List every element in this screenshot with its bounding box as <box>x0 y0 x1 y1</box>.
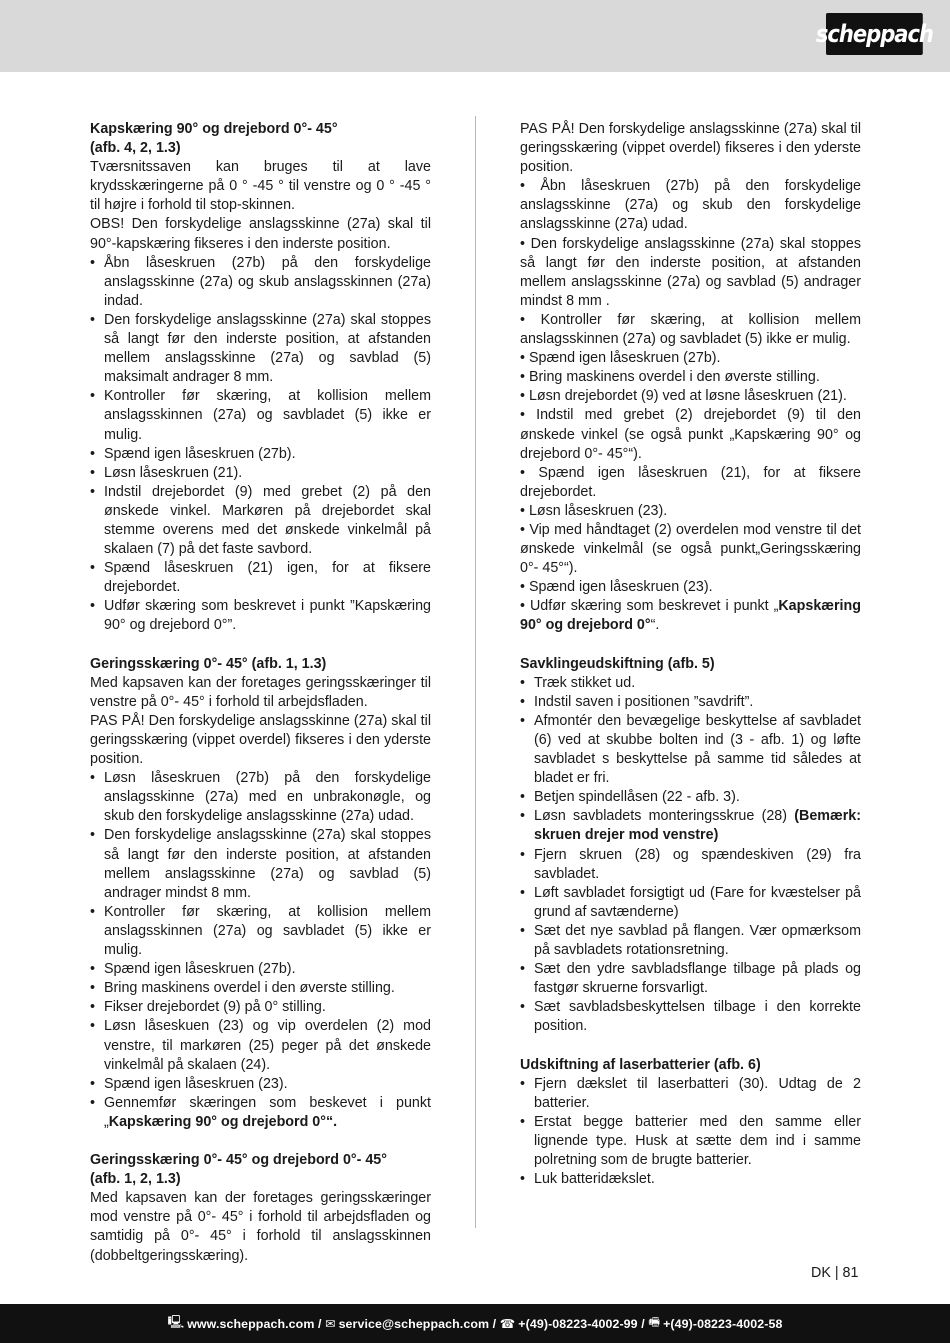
list-item: • Indstil saven i positionen ”savdrift”. <box>520 693 861 712</box>
right-column <box>520 120 861 1189</box>
fax-icon: 🖷 <box>648 1315 661 1329</box>
bullet-icon: • <box>520 884 526 901</box>
left-column <box>90 120 431 1266</box>
bullet-icon: • <box>90 961 96 978</box>
bullet-icon: • <box>90 999 96 1016</box>
list-item: • Løsn låseskuen (23) og vip overdelen (2) mod venstre, til markøren (25) peger på det ønskede vinkelmål på skalaen (24). <box>90 1018 431 1073</box>
list-item: • Fjern skruen (28) og spændeskiven (29) fra savbladet. <box>520 846 861 882</box>
list-item: • Spænd igen låseskruen (23). <box>90 1075 431 1094</box>
section-title: Geringsskæring 0°- 45° og drejebord 0°- 45° <box>90 1152 387 1169</box>
bullet-icon: • <box>90 598 96 615</box>
list-item: • Spænd igen låseskruen (27b). <box>90 445 431 464</box>
note-paragraph: OBS! Den forskydelige anslagsskinne (27a) skal til 90°-kapskæring fikseres i den inderste position. <box>90 216 431 252</box>
bullet-icon: • <box>90 980 96 997</box>
instruction-list <box>90 254 431 636</box>
list-item: • Spænd igen låseskruen (27b). <box>90 960 431 979</box>
list-item: • Betjen spindellåsen (22 - afb. 3). <box>520 788 861 807</box>
paragraph: Med kapsaven kan der foretages geringsskæringer til venstre på 0°- 45° i forhold til arbejdsfladen. <box>90 674 431 710</box>
bullet-icon: • <box>520 789 526 806</box>
list-item: • Løsn drejebordet (9) ved at løsne låseskruen (21). <box>520 388 847 405</box>
phone-number: +(49)-08223-4002-99 / <box>518 1316 645 1331</box>
instruction-list <box>520 674 861 1037</box>
bullet-icon: • <box>520 999 526 1016</box>
phone-icon: ☎ <box>499 1317 516 1331</box>
bullet-icon: • <box>90 903 96 920</box>
section-title: Kapskæring 90° og drejebord 0°- 45° <box>90 121 338 137</box>
list-item: • Den forskydelige anslagsskinne (27a) skal stoppes så langt før den inderste position, at afstanden mellem anslagsskinne (27a) og savblad (5) andrager mindst 8 mm. <box>90 827 431 901</box>
bullet-icon: • <box>520 808 526 825</box>
list-item: • Løft savbladet forsigtigt ud (Fare for kvæstelser på grund af savtænderne) <box>520 884 861 920</box>
list-item: • Løsn savbladets monteringsskrue (28) (Bemærk: skruen drejer mod venstre) <box>520 808 861 844</box>
list-item: • Bring maskinens overdel i den øverste stilling. <box>520 369 820 386</box>
bullet-icon: • <box>520 846 526 863</box>
list-item: • Indstil drejebordet (9) med grebet (2) på den ønskede vinkel. Markøren på drejebordet skal stemme overens med det ønskede vinkelmål på skalaen (7) på det faste savbord. <box>90 483 431 558</box>
bullet-icon: • <box>520 1075 526 1092</box>
bullet-icon: • <box>90 311 96 328</box>
bullet-icon: • <box>90 770 96 787</box>
list-item: • Åbn låseskruen (27b) på den forskydelige anslagsskinne (27a) og skub anslagsskinnen (27a) indad. <box>90 254 431 309</box>
bullet-icon: • <box>90 388 96 405</box>
bullet-icon: • <box>520 1113 526 1130</box>
bullet-icon: • <box>520 961 526 978</box>
footer-bar <box>0 1304 950 1343</box>
section-title-ref: (afb. 4, 2, 1.3) <box>90 140 181 157</box>
list-item: • Løsn låseskruen (27b) på den forskydelige anslagsskinne (27a) med en unbrakonøgle, og skub den forskydelige anslagsskinne (27a) udad. <box>90 770 431 825</box>
list-item: • Indstil med grebet (2) drejebordet (9) til den ønskede vinkel (se også punkt „Kapskæring 90° og drejebord 0°- 45°“). <box>520 407 861 462</box>
list-item: • Vip med håndtaget (2) overdelen mod venstre til det ønskede vinkelmål (se også punkt„Geringsskæring 0°- 45°“). <box>520 521 861 577</box>
list-item: • Kontroller før skæring, at kollision mellem anslagsskinnen (27a) og savbladet (5) ikke er mulig. <box>90 903 431 959</box>
list-item: • Den forskydelige anslagsskinne (27a) skal stoppes så langt før den inderste position, at afstanden mellem anslagsskinne (27a) og savblad (5) maksimalt andrager 8 mm. <box>90 311 431 386</box>
list-item: • Udfør skæring som beskrevet i punkt ”Kapskæring 90° og drejebord 0°”. <box>90 598 431 634</box>
bullet-icon: • <box>90 560 96 577</box>
bullet-icon: • <box>90 254 96 271</box>
section-title: Geringsskæring 0°- 45° (afb. 1, 1.3) <box>90 655 327 672</box>
paragraph: Tværsnitssaven kan bruges til at lave krydsskæringerne på 0 ° -45 ° til venstre og 0 ° -45 ° til højre i forhold til stop-skinnen. <box>90 159 431 214</box>
scheppach-logo[interactable]: scheppach <box>826 13 923 55</box>
list-item: • Kontroller før skæring, at kollision mellem anslagsskinnen (27a) og savbladet (5) ikke er mulig. <box>90 388 431 443</box>
list-item: • Spænd igen låseskruen (27b). <box>520 350 721 367</box>
mail-icon: ✉ <box>325 1317 336 1331</box>
list-item: • Sæt savbladsbeskyttelsen tilbage i den korrekte position. <box>520 999 861 1035</box>
list-item: • Bring maskinens overdel i den øverste stilling. <box>90 979 431 998</box>
list-item: • Løsn låseskruen (23). <box>520 502 668 519</box>
paragraph: Med kapsaven kan der foretages geringsskæringer mod venstre på 0°- 45° i forhold til arbejdsfladen og samtidig på 0°- 45° i forhold til anslagsskinnen (dobbeltgeringsskæring). <box>90 1190 431 1264</box>
header-bar <box>0 0 950 72</box>
list-item: • Sæt det nye savblad på flangen. Vær opmærksom på savbladets rotationsretning. <box>520 922 861 959</box>
list-item: • Udfør skæring som beskrevet i punkt „Kapskæring 90° og drejebord 0°“. <box>520 598 861 634</box>
bullet-icon: • <box>90 1018 96 1035</box>
bullet-icon: • <box>520 1171 526 1188</box>
note-paragraph: PAS PÅ! Den forskydelige anslagsskinne (27a) skal til geringsskæring (vippet overdel) fikseres i den yderste position. <box>90 712 431 768</box>
list-item: • Fikser drejebordet (9) på 0° stilling. <box>90 998 431 1017</box>
computer-icon: 🖳 <box>167 1315 185 1329</box>
bullet-icon: • <box>520 693 526 710</box>
note-paragraph: PAS PÅ! Den forskydelige anslagsskinne (27a) skal til geringsskæring (vippet overdel) fikseres i den yderste position. <box>520 121 861 176</box>
bullet-icon: • <box>90 464 96 481</box>
fax-number: +(49)-08223-4002-58 <box>663 1316 783 1331</box>
list-item: • Sæt den ydre savbladsflange tilbage på plads og fastgør skruerne forsvarligt. <box>520 961 861 997</box>
column-divider <box>475 116 476 1228</box>
list-item: • Luk batteridækslet. <box>520 1170 861 1189</box>
bullet-icon: • <box>90 445 96 462</box>
bullet-icon: • <box>520 674 526 691</box>
list-item: • Spænd igen låseskruen (23). <box>520 579 713 596</box>
bullet-icon: • <box>520 712 526 729</box>
section-title-ref: (afb. 1, 2, 1.3) <box>90 1171 181 1188</box>
list-item: • Fjern dækslet til laserbatteri (30). Udtag de 2 batterier. <box>520 1075 861 1111</box>
list-item: • Kontroller før skæring, at kollision mellem anslagsskinnen (27a) og savbladet (5) ikke er mulig. <box>520 311 861 348</box>
website-link[interactable]: www.scheppach.com / <box>187 1316 322 1331</box>
instruction-list <box>520 1075 861 1190</box>
list-item: • Løsn låseskruen (21). <box>90 464 431 483</box>
list-item: • Den forskydelige anslagsskinne (27a) skal stoppes så langt før den inderste position, at afstanden mellem anslagsskinne (27a) og savblad (5) andrager mindst 8 mm . <box>520 235 861 309</box>
instruction-list <box>90 769 431 1132</box>
bullet-icon: • <box>90 1075 96 1092</box>
page-number: DK | 81 <box>811 1265 859 1281</box>
section-title: Savklingeudskiftning (afb. 5) <box>520 655 715 672</box>
section-title: Udskiftning af laserbatterier (afb. 6) <box>520 1056 761 1073</box>
email-link[interactable]: service@scheppach.com / <box>338 1316 497 1331</box>
list-item: • Spænd låseskruen (21) igen, for at fiksere drejebordet. <box>90 560 431 596</box>
bullet-icon: • <box>520 922 526 939</box>
list-item: • Træk stikket ud. <box>520 674 861 693</box>
bullet-icon: • <box>90 827 96 844</box>
list-item: • Gennemfør skæringen som beskevet i punkt „Kapskæring 90° og drejebord 0°“. <box>90 1094 431 1130</box>
list-item: • Afmontér den bevægelige beskyttelse af savbladet (6) ved at skubbe bolten ind (3 - afb. 1) og løfte savbladet s beskyttelse på samme tid således at bladet er fri. <box>520 712 861 787</box>
bullet-icon: • <box>90 483 96 500</box>
list-item: • Åbn låseskruen (27b) på den forskydelige anslagsskinne (27a) og skub den forskydelige anslagsskinne (27a) udad. <box>520 178 861 233</box>
bullet-icon: • <box>90 1094 96 1111</box>
list-item: • Spænd igen låseskruen (21), for at fiksere drejebordet. <box>520 464 861 500</box>
list-item: • Erstat begge batterier med den samme eller lignende type. Husk at sætte dem ind i samme polretning som de brugte batterier. <box>520 1113 861 1169</box>
